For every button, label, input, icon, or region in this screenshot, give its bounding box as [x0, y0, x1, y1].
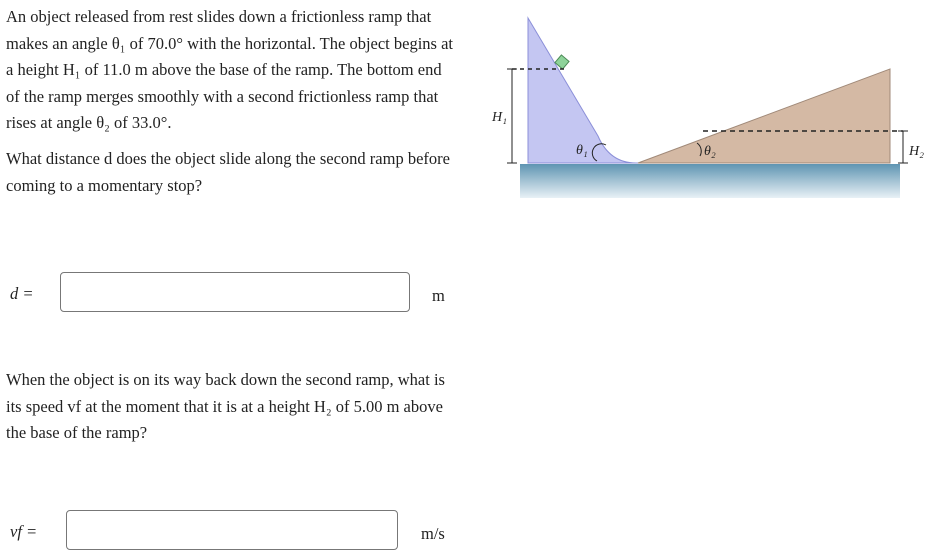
answer1-label: d =: [10, 284, 34, 303]
answer2-unit: m/s: [421, 524, 445, 543]
question2-prompt: When the object is on its way back down the second ramp, what is its speed vf at the moment that it is at a height H₂ of 5.00 m above the base of the ramp?: [6, 370, 445, 442]
question1-sentence-1: An object released from rest slides down a frictionless ramp that makes an angle θ₁ of 70.0° with the horizontal.: [6, 7, 432, 53]
h1-label: H₁: [492, 110, 507, 125]
first-ramp: [528, 18, 638, 163]
question1-sentence-3: The bottom end of the ramp merges smoothly with a second frictionless ramp that rises at angle θ₂ of 33.0°.: [6, 60, 442, 132]
h2-label: H₂: [909, 144, 924, 159]
answer1-row: [0, 272, 470, 316]
question1-text: [6, 4, 456, 137]
answer1-unit: m: [432, 286, 445, 305]
answer2-row: [0, 510, 470, 554]
second-ramp: [638, 69, 890, 163]
ground: [520, 164, 900, 198]
question1-prompt: What distance d does the object slide along the second ramp before coming to a momentary stop?: [6, 149, 450, 195]
answer2-label: vf =: [10, 522, 38, 541]
question1-sentence-2: The object begins at a height H₁ of 11.0 m above the base of the ramp.: [6, 33, 454, 79]
distance-answer-input[interactable]: [60, 272, 410, 312]
theta1-label: θ₁: [576, 143, 588, 158]
theta2-label: θ₂: [704, 144, 716, 159]
ramps-figure: [478, 8, 928, 218]
speed-answer-input[interactable]: [66, 510, 398, 550]
